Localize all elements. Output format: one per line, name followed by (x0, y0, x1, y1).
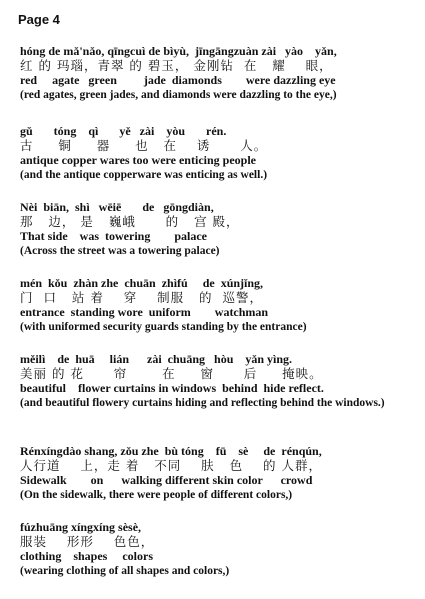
hanzi-line: 那 边， 是 巍峨 的 宫 殿， (20, 214, 240, 229)
pinyin-line: Rénxíngdào shang, zǒu zhe bù tóng fū sè de rénqún, (20, 444, 322, 458)
pinyin-line: hóng de mǎ'nǎo, qīngcuì de bìyù, jīngāngzuàn zài yào yǎn, (20, 44, 337, 58)
hanzi-line: 人行道 上，走 着 不同 肤 色 的 人群， (20, 458, 322, 473)
pinyin-line: mén kǒu zhàn zhe chuān zhìfú de xúnjǐng, (20, 276, 264, 290)
stanza-1 (20, 44, 415, 102)
translation-line: (On the sidewalk, there were people of different colors,) (20, 488, 293, 501)
pinyin-line: fúzhuāng xíngxíng sèsè, (20, 520, 142, 534)
stanza-3 (20, 200, 415, 258)
pinyin-line: Nèi biān, shì wēiē de gōngdiàn, (20, 200, 214, 214)
translation-line: (Across the street was a towering palace) (20, 244, 220, 257)
page-label: Page 4 (18, 12, 60, 27)
hanzi-line: 门 口 站 着 穿 制服 的 巡警， (20, 290, 263, 305)
gloss-line: red agate green jade diamonds were dazzling eye (20, 73, 336, 87)
hanzi-line: 服装 形形 色色， (20, 534, 155, 549)
stanza-2 (20, 124, 415, 182)
stanza-4 (20, 276, 415, 334)
gloss-line: Sidewalk on walking different skin color crowd (20, 473, 313, 487)
gloss-line: entrance standing wore uniform watchman (20, 305, 269, 319)
gloss-line: antique copper wares too were enticing people (20, 153, 256, 167)
hanzi-line: 古 铜 器 也 在 诱 人。 (20, 138, 268, 153)
translation-line: (wearing clothing of all shapes and colors,) (20, 564, 230, 577)
translation-line: (and the antique copperware was enticing as well.) (20, 168, 268, 181)
stanza-5 (20, 352, 415, 410)
translation-line: (and beautiful flowery curtains hiding and reflecting behind the windows.) (20, 396, 385, 409)
gloss-line: That side was towering palace (20, 229, 207, 243)
stanza-6 (20, 444, 415, 502)
gloss-line: clothing shapes colors (20, 549, 154, 563)
stanza-7 (20, 520, 415, 578)
pinyin-line: gǔ tóng qì yě zài yòu rén. (20, 124, 227, 138)
pinyin-line: měilì de huā lián zài chuāng hòu yǎn yìng. (20, 352, 293, 366)
hanzi-line: 红 的 玛瑙，青翠 的 碧玉， 金刚钻 在 耀 眼， (20, 58, 333, 73)
translation-line: (with uniformed security guards standing by the entrance) (20, 320, 307, 333)
translation-line: (red agates, green jades, and diamonds were dazzling to the eye,) (20, 88, 337, 101)
hanzi-line: 美丽 的 花 帘 在 窗 后 掩映。 (20, 366, 323, 381)
gloss-line: beautiful flower curtains in windows behind hide reflect. (20, 381, 324, 395)
